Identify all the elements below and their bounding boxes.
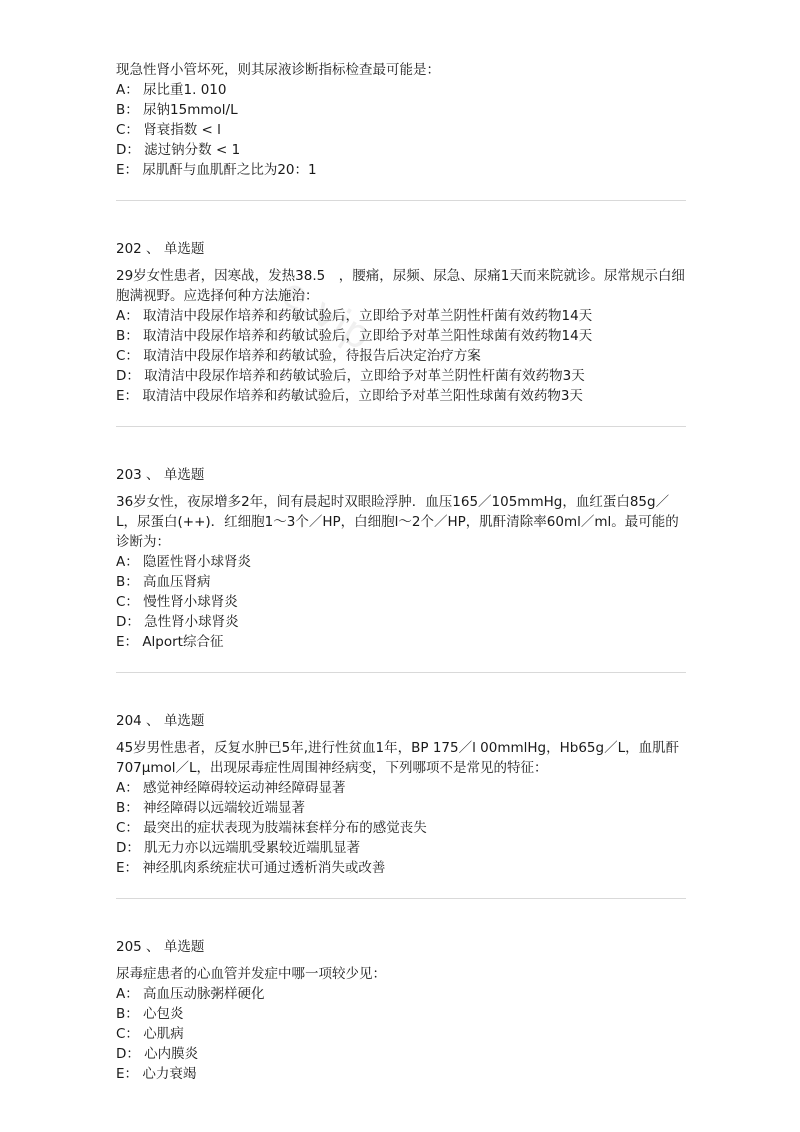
divider	[116, 672, 686, 673]
divider	[116, 426, 686, 427]
question-header: 202 、 单选题	[116, 241, 205, 257]
option-e: E： 取清洁中段尿作培养和药敏试验后，立即给予对革兰阳性球菌有效药物3天	[116, 388, 583, 404]
question-202	[116, 239, 686, 406]
question-205	[116, 937, 686, 1084]
option-d: D： 滤过钠分数 < 1	[116, 142, 241, 158]
watermark: e.vip	[272, 268, 380, 360]
option-a: A： 高血压动脉粥样硬化	[116, 986, 265, 1002]
option-d: D： 急性肾小球肾炎	[116, 614, 239, 630]
option-b: B： 尿钠15mmol/L	[116, 102, 238, 118]
option-b: B： 高血压肾病	[116, 574, 211, 590]
question-header: 203 、 单选题	[116, 467, 205, 483]
option-c: C： 慢性肾小球肾炎	[116, 594, 238, 610]
question-stem: 29岁女性患者，因寒战，发热38.5 ，腰痛，尿频、尿急、尿痛1天而来院就诊。尿常规示白细胞满视野。应选择何种方法施治：	[116, 268, 685, 304]
option-b: B： 神经障碍以远端较近端显著	[116, 800, 306, 816]
option-d: D： 心内膜炎	[116, 1046, 199, 1062]
option-e: E： Alport综合征	[116, 634, 224, 650]
question-stem: 45岁男性患者，反复水肿已5年,进行性贫血1年，BP 175／l 00mmlHg，Hb65g／L，血肌酐707μmol／L，出现尿毒症性周围神经病变，下列哪项不是常见的特征：	[116, 740, 680, 776]
question-stem: 尿毒症患者的心血管并发症中哪一项较少见：	[116, 966, 386, 982]
question-203	[116, 465, 686, 652]
divider	[116, 898, 686, 899]
option-a: A： 隐匿性肾小球肾炎	[116, 554, 252, 570]
question-stem: 36岁女性，夜尿增多2年，间有晨起时双眼睑浮肿．血压165／105mmHg，血红蛋白85g／L，尿蛋白(++)．红细胞1～3个／HP，白细胞l～2个／HP，肌酐清除率60ml／ml。最可能的诊断为：	[116, 494, 679, 550]
question-stem: 现急性肾小管坏死，则其尿液诊断指标检查最可能是：	[116, 62, 440, 78]
option-b: B： 取清洁中段尿作培养和药敏试验后，立即给予对革兰阳性球菌有效药物14天	[116, 328, 593, 344]
option-a: A： 尿比重1. 010	[116, 82, 227, 98]
option-c: C： 最突出的症状表现为肢端袜套样分布的感觉丧失	[116, 820, 427, 836]
option-c: C： 心肌病	[116, 1026, 184, 1042]
question-204	[116, 711, 686, 878]
option-b: B： 心包炎	[116, 1006, 184, 1022]
divider	[116, 200, 686, 201]
option-d: D： 肌无力亦以远端肌受累较近端肌显著	[116, 840, 361, 856]
question-header: 204 、 单选题	[116, 713, 205, 729]
option-e: E： 尿肌酐与血肌酐之比为20：1	[116, 162, 317, 178]
exam-page	[116, 60, 686, 1084]
option-a: A： 取清洁中段尿作培养和药敏试验后，立即给予对革兰阴性杆菌有效药物14天	[116, 308, 593, 324]
question-201	[116, 60, 686, 180]
option-c: C： 取清洁中段尿作培养和药敏试验，待报告后决定治疗方案	[116, 348, 481, 364]
option-e: E： 神经肌肉系统症状可通过透析消失或改善	[116, 860, 386, 876]
option-a: A： 感觉神经障碍较运动神经障碍显著	[116, 780, 346, 796]
option-e: E： 心力衰竭	[116, 1066, 197, 1082]
option-d: D： 取清洁中段尿作培养和药敏试验后，立即给予对革兰阴性杆菌有效药物3天	[116, 368, 585, 384]
option-c: C： 肾衰指数 < l	[116, 122, 221, 138]
question-header: 205 、 单选题	[116, 939, 205, 955]
